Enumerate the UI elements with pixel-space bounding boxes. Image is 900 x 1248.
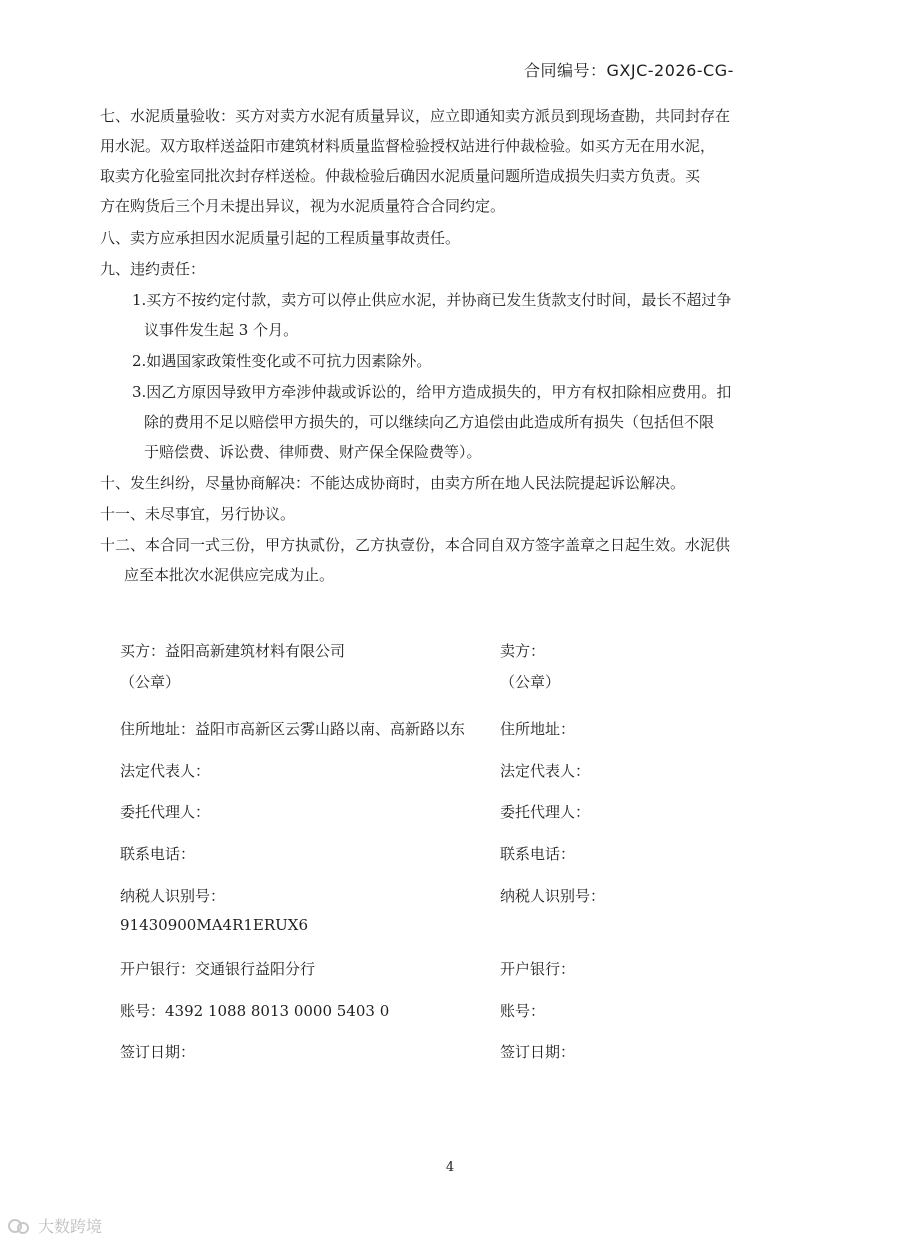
buyer-seal: （公章） (120, 673, 181, 691)
party-agent-row (120, 801, 800, 823)
clause-9-item-3-line-1: 3.因乙方原因导致甲方牵涉仲裁或诉讼的，给甲方造成损失的，甲方有权扣除相应费用。扣 (132, 383, 732, 401)
seller-legal-rep: 法定代表人： (500, 762, 591, 780)
party-account-row (120, 1000, 800, 1022)
clause-7-line-2: 用水泥。双方取样送益阳市建筑材料质量监督检验授权站进行仲裁检验。如买方无在用水泥， (100, 137, 716, 155)
buyer-sign-date: 签订日期： (120, 1043, 196, 1061)
seller-address: 住所地址： (500, 720, 576, 738)
party-phone-row (120, 843, 800, 865)
buyer-agent: 委托代理人： (120, 803, 211, 821)
clause-9-item-3-line-2: 除的费用不足以赔偿甲方损失的，可以继续向乙方追偿由此造成所有损失（包括但不限 (144, 413, 715, 431)
contract-number: 合同编号：GXJC-2026-CG- (524, 61, 734, 80)
seller-tax-id-label: 纳税人识别号： (500, 887, 606, 905)
buyer-account: 账号：4392 1088 8013 0000 5403 0 (120, 1002, 390, 1020)
watermark-text: 大数跨境 (38, 1217, 103, 1236)
buyer-tax-id-row (120, 916, 800, 938)
buyer-name: 买方：益阳高新建筑材料有限公司 (120, 642, 346, 660)
clause-9-heading: 九、违约责任： (100, 260, 206, 278)
party-seal-row (120, 671, 800, 693)
buyer-tax-id-label: 纳税人识别号： (120, 887, 226, 905)
page-number: 4 (445, 1160, 455, 1175)
party-sign-date-row (120, 1041, 800, 1063)
clause-9-item-1-line-1: 1.买方不按约定付款，卖方可以停止供应水泥，并协商已发生货款支付时间，最长不超过争 (132, 291, 732, 309)
seller-seal: （公章） (500, 673, 561, 691)
seller-sign-date: 签订日期： (500, 1043, 576, 1061)
clause-9-item-3-line-3: 于赔偿费、诉讼费、律师费、财产保全保险费等）。 (144, 443, 482, 461)
party-address-row (120, 718, 800, 740)
clause-11: 十一、未尽事宜，另行协议。 (100, 505, 296, 523)
clause-7-line-1: 七、水泥质量验收：买方对卖方水泥有质量异议，应立即通知卖方派员到现场查勘，共同封存在 (100, 107, 731, 125)
seller-name: 卖方： (500, 642, 546, 660)
party-tax-id-row (120, 885, 800, 907)
clause-9-item-2: 2.如遇国家政策性变化或不可抗力因素除外。 (132, 352, 432, 370)
clause-12-line-2: 应至本批次水泥供应完成为止。 (124, 566, 335, 584)
clause-9-item-1-line-2: 议事件发生起 3 个月。 (144, 321, 299, 339)
seller-account: 账号： (500, 1002, 546, 1020)
seller-phone: 联系电话： (500, 845, 576, 863)
clause-7-line-3: 取卖方化验室同批次封存样送检。仲裁检验后确因水泥质量问题所造成损失归卖方负责。买 (100, 167, 701, 185)
watermark-logo-icon (8, 1217, 34, 1235)
seller-bank: 开户银行： (500, 960, 576, 978)
buyer-tax-id: 91430900MA4R1ERUX6 (120, 916, 309, 934)
seller-agent: 委托代理人： (500, 803, 591, 821)
buyer-bank: 开户银行：交通银行益阳分行 (120, 960, 316, 978)
party-bank-row (120, 958, 800, 980)
clause-10: 十、发生纠纷，尽量协商解决：不能达成协商时，由卖方所在地人民法院提起诉讼解决。 (100, 474, 686, 492)
clause-12-line-1: 十二、本合同一式三份，甲方执贰份，乙方执壹份，本合同自双方签字盖章之日起生效。水泥供 (100, 536, 731, 554)
party-name-row (120, 640, 800, 662)
buyer-phone: 联系电话： (120, 845, 196, 863)
buyer-legal-rep: 法定代表人： (120, 762, 211, 780)
watermark (8, 1214, 102, 1237)
buyer-address: 住所地址：益阳市高新区云雾山路以南、高新路以东 (120, 720, 466, 738)
clause-7-line-4: 方在购货后三个月未提出异议，视为水泥质量符合合同约定。 (100, 197, 506, 215)
party-legal-rep-row (120, 760, 800, 782)
clause-8: 八、卖方应承担因水泥质量引起的工程质量事故责任。 (100, 229, 461, 247)
